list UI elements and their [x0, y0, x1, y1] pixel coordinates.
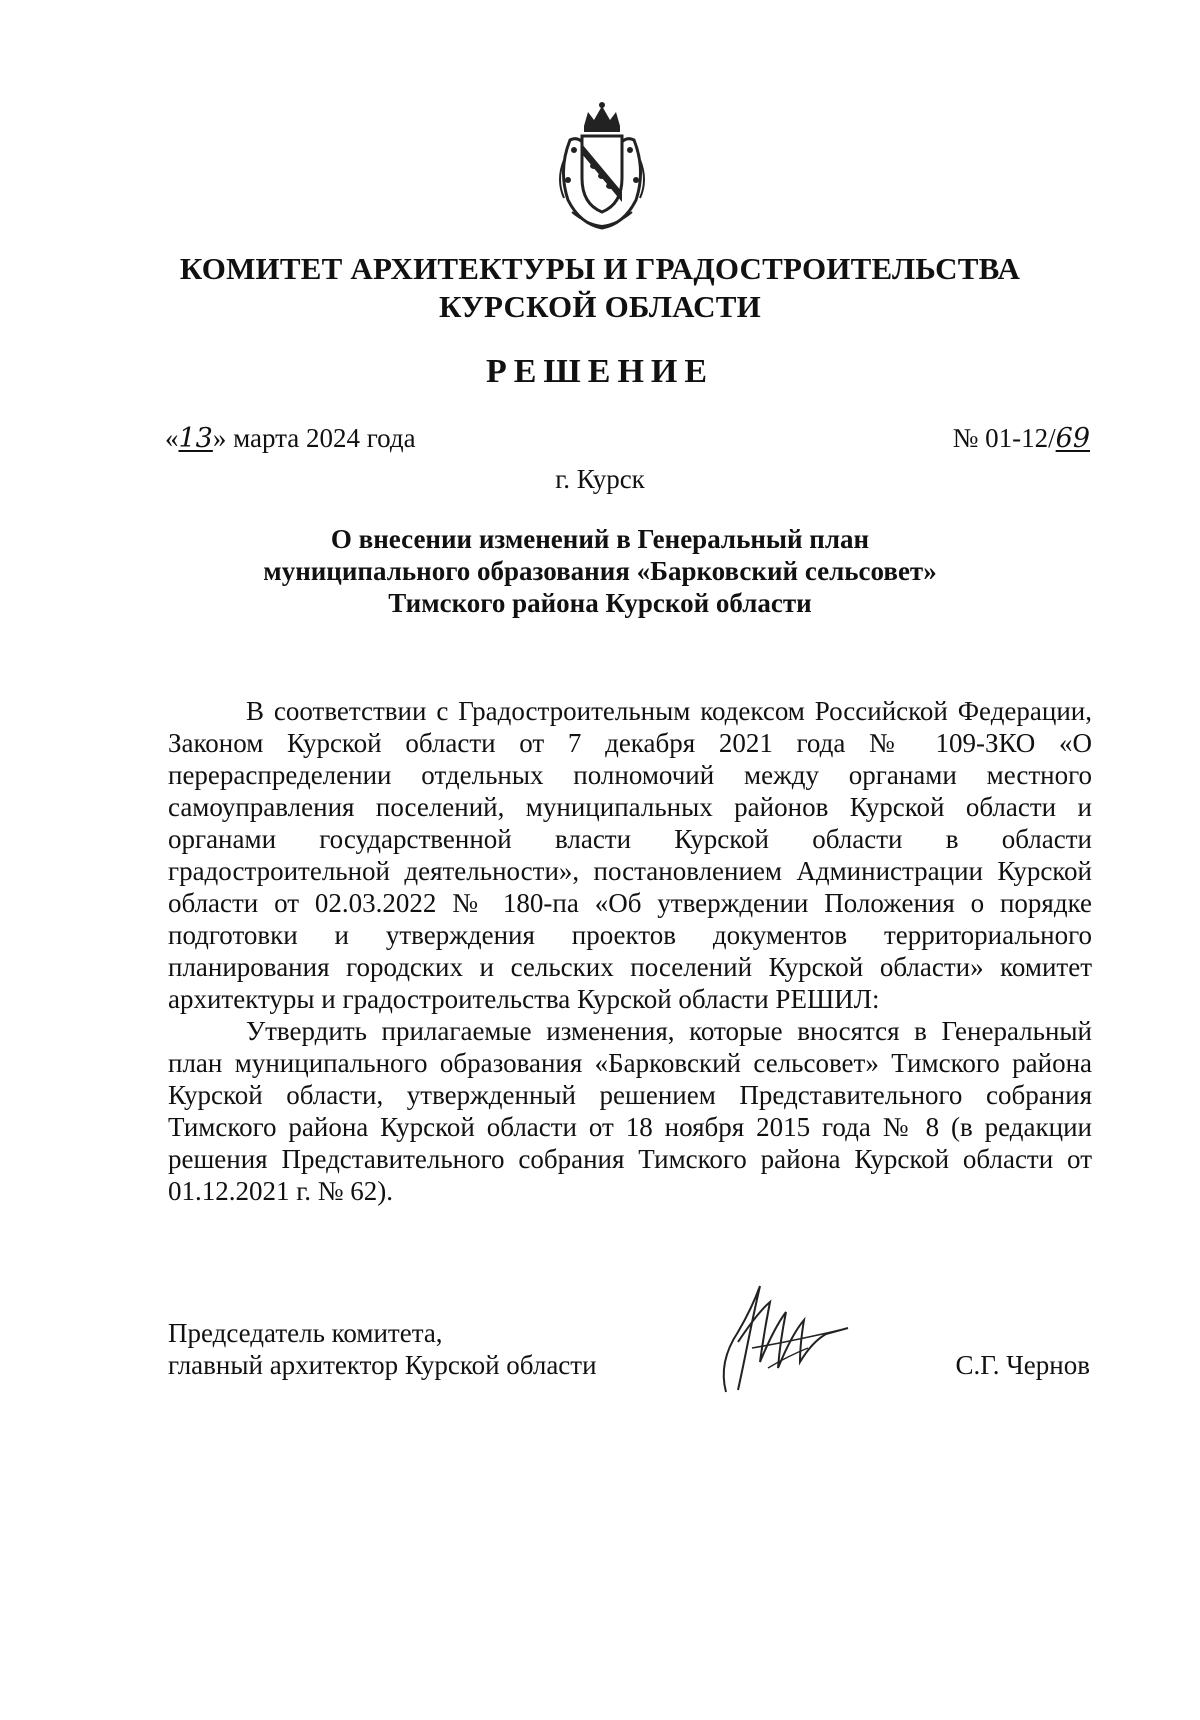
number-prefix: № 01-12/	[952, 423, 1056, 453]
document-date	[165, 423, 416, 454]
handwritten-signature-icon	[708, 1272, 858, 1402]
date-day: 13	[178, 423, 213, 454]
signatory-position	[168, 1317, 597, 1381]
subject-line3: Тимского района Курской области	[388, 588, 812, 618]
document-city: г. Курск	[555, 464, 645, 494]
coat-of-arms-icon	[550, 100, 654, 232]
date-rest: » марта 2024 года	[212, 423, 416, 453]
org-name-line2: КУРСКОЙ ОБЛАСТИ	[439, 289, 761, 324]
position-line2: главный архитектор Курской области	[168, 1350, 597, 1380]
body-paragraph-1: В соответствии с Градостроительным кодексом Российской Федерации, Законом Курской области от 7 декабря 2021 года № 109-ЗКО «О перераспределении отдельных полномочий между органами местного самоуправления поселений, муниципальных районов Курской области и органами государственной власти Курской области в области градостроительной деятельности», постановлением Администрации Курской области от 02.03.2022 № 180-па «Об утверждении Положения о порядке подготовки и утверждения проектов документов территориального планирования городских и сельских поселений Курской области» комитет архитектуры и градостроительства Курской области РЕШИЛ:	[168, 696, 1092, 1014]
body-paragraph-2: Утвердить прилагаемые изменения, которые вносятся в Генеральный план муниципального образования «Барковский сельсовет» Тимского района Курской области, утвержденный решением Представительного собрания Тимского района Курской области от 18 ноября 2015 года № 8 (в редакции решения Представительного собрания Тимского района Курской области от 01.12.2021 г. № 62).	[168, 1016, 1092, 1206]
document-body	[168, 695, 1092, 1207]
org-name-line1: КОМИТЕТ АРХИТЕКТУРЫ И ГРАДОСТРОИТЕЛЬСТВА	[179, 251, 1021, 286]
document-number	[953, 423, 1090, 454]
subject-line1: О внесении изменений в Генеральный план	[330, 524, 870, 554]
signatory-name: С.Г. Чернов	[955, 1350, 1090, 1380]
subject-line2: муниципального образования «Барковский сельсовет»	[263, 556, 937, 586]
number-suffix: 69	[1055, 423, 1090, 454]
document-subject	[0, 523, 1200, 619]
date-open-quote: «	[165, 423, 179, 453]
position-line1: Председатель комитета,	[168, 1318, 443, 1348]
document-title: РЕШЕНИЕ	[485, 353, 715, 390]
